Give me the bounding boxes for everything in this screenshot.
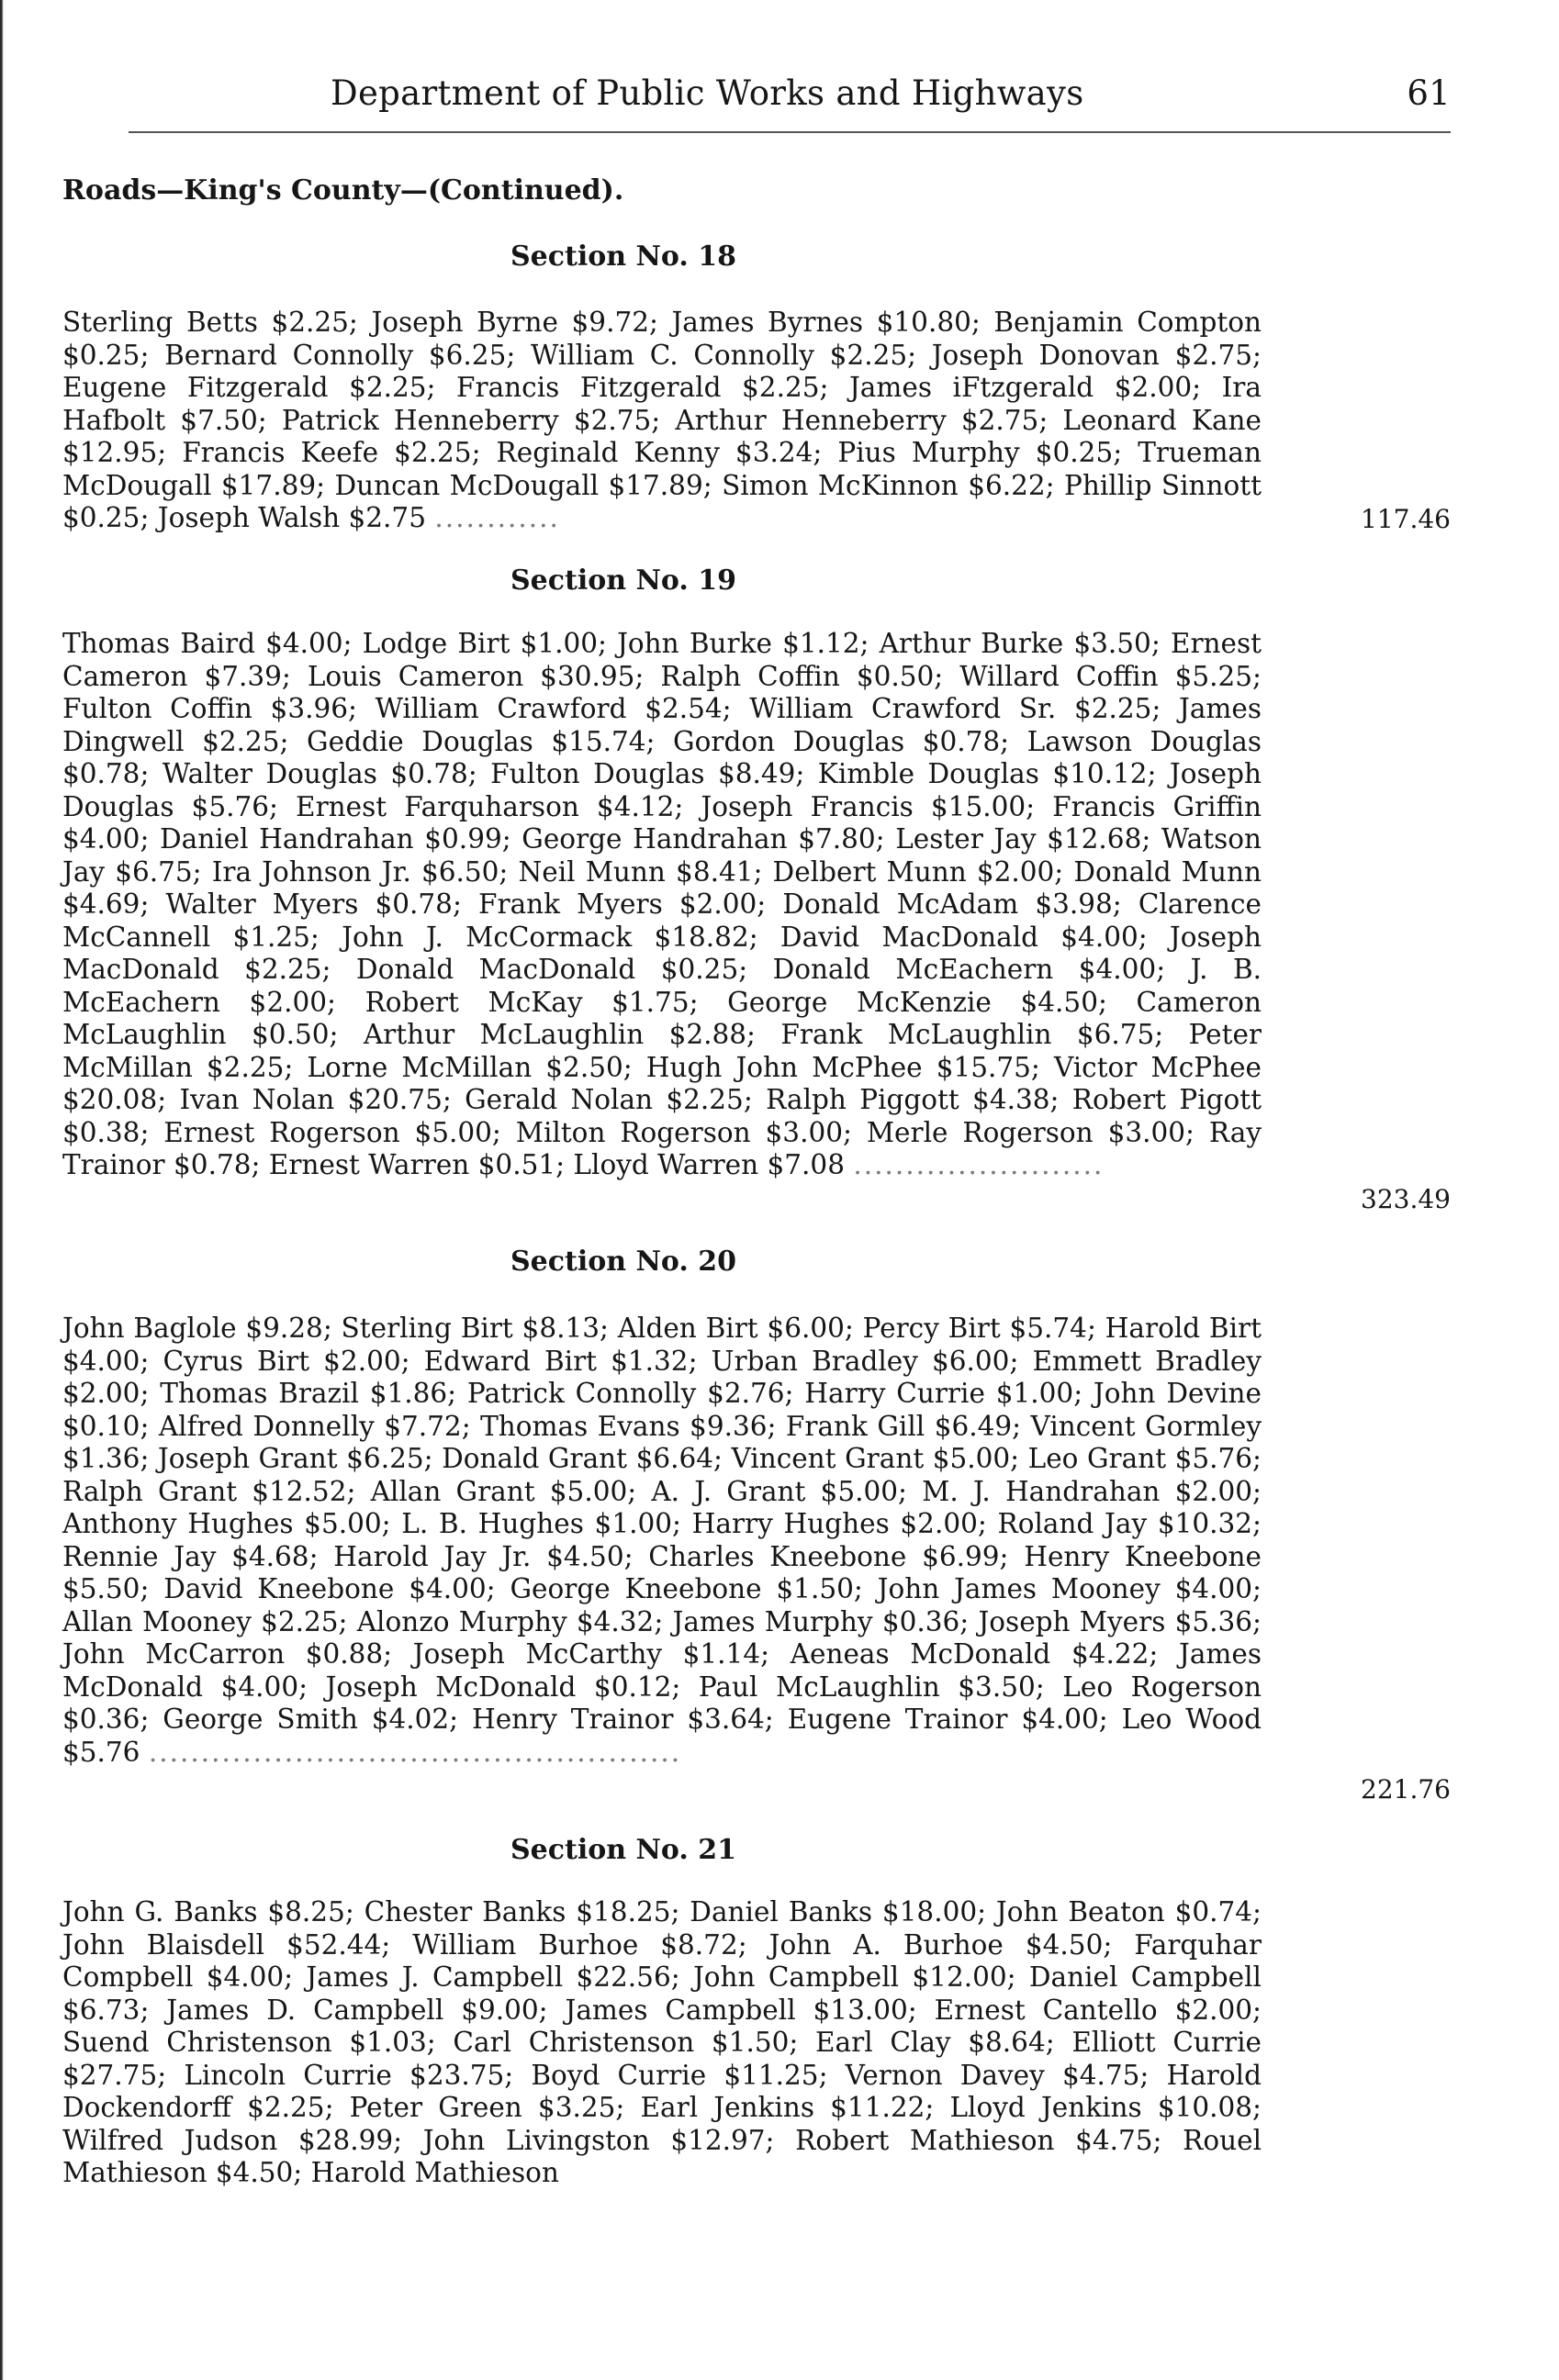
dot-leader: ...................................................: [148, 1736, 682, 1768]
section-entries-text: John Baglole $9.28; Sterling Birt $8.13; Alden Birt $6.00; Percy Birt $5.74; Harold Birt $4.00; Cyrus Birt $2.00; Edward Birt $1.32; Urban Bradley $6.00; Emmett Bradley $2.00; Thomas Brazil $1.86; Patrick Connolly $2.76; Harry Currie $1.00; John Devine $0.10; Alfred Donnelly $7.72; Thomas Evans $9.36; Frank Gill $6.49; Vincent Gormley $1.36; Joseph Grant $6.25; Donald Grant $6.64; Vincent Grant $5.00; Leo Grant $5.76; Ralph Grant $12.52; Allan Grant $5.00; A. J. Grant $5.00; M. J. Handrahan $2.00; Anthony Hughes $5.00; L. B. Hughes $1.00; Harry Hughes $2.00; Roland Jay $10.32; Rennie Jay $4.68; Harold Jay Jr. $4.50; Charles Kneebone $6.99; Henry Kneebone $5.50; David Kneebone $4.00; George Kneebone $1.50; John James Mooney $4.00; Allan Mooney $2.25; Alonzo Murphy $4.32; James Murphy $0.36; Joseph Myers $5.36; John McCarron $0.88; Joseph McCarthy $1.14; Aeneas McDonald $4.22; James McDonald $4.00; Joseph McDonald $0.12; Paul McLaughlin $3.50; Leo Rogerson $0.36; George Smith $4.02; Henry Trainor $3.64; Eugene Trainor $4.00; Leo Wood $5.76: [62, 1313, 1262, 1768]
section-entries-text: Thomas Baird $4.00; Lodge Birt $1.00; John Burke $1.12; Arthur Burke $3.50; Ernest Cameron $7.39; Louis Cameron $30.95; Ralph Coffin $0.50; Willard Coffin $5.25; Fulton Coffin $3.96; William Crawford $2.54; William Crawford Sr. $2.25; James Dingwell $2.25; Geddie Douglas $15.74; Gordon Douglas $0.78; Lawson Douglas $0.78; Walter Douglas $0.78; Fulton Douglas $8.49; Kimble Douglas $10.12; Joseph Douglas $5.76; Ernest Farquharson $4.12; Joseph Francis $15.00; Francis Griffin $4.00; Daniel Handrahan $0.99; George Handrahan $7.80; Lester Jay $12.68; Watson Jay $6.75; Ira Johnson Jr. $6.50; Neil Munn $8.41; Delbert Munn $2.00; Donald Munn $4.69; Walter Myers $0.78; Frank Myers $2.00; Donald McAdam $3.98; Clarence McCannell $1.25; John J. McCormack $18.82; David MacDonald $4.00; Joseph MacDonald $2.25; Donald MacDonald $0.25; Donald McEachern $4.00; J. B. McEachern $2.00; Robert McKay $1.75; George McKenzie $4.50; Cameron McLaughlin $0.50; Arthur McLaughlin $2.88; Frank McLaughlin $6.75; Peter McMillan $2.25; Lorne McMillan $2.50; Hugh John McPhee $15.75; Victor McPhee $20.08; Ivan Nolan $20.75; Gerald Nolan $2.25; Ralph Piggott $4.38; Robert Pigott $0.38; Ernest Rogerson $5.00; Milton Rogerson $3.00; Merle Rogerson $3.00; Ray Trainor $0.78; Ernest Warren $0.51; Lloyd Warren $7.08: [62, 628, 1262, 1180]
section-heading: Section No. 21: [510, 1834, 737, 1866]
dot-leader: ........................: [853, 1149, 1105, 1180]
dot-leader: ............: [434, 502, 560, 533]
page-binding-edge: [0, 0, 4, 2380]
section-heading: Section No. 18: [510, 240, 737, 273]
section-total: 323.49: [1361, 1184, 1451, 1214]
page-header-title: Department of Public Works and Highways: [331, 73, 1084, 113]
section-entries: [62, 628, 1262, 1182]
page-header: [331, 73, 1451, 113]
section-heading: Section No. 19: [510, 564, 737, 597]
section-total: 221.76: [1361, 1774, 1451, 1805]
page-number: 61: [1407, 73, 1451, 113]
section-heading: Section No. 20: [510, 1246, 737, 1278]
running-title: Roads—King's County—(Continued).: [62, 174, 624, 207]
section-entries-text: John G. Banks $8.25; Chester Banks $18.25; Daniel Banks $18.00; John Beaton $0.74; John Blaisdell $52.44; William Burhoe $8.72; John A. Burhoe $4.50; Farquhar Compbell $4.00; James J. Campbell $22.56; John Campbell $12.00; Daniel Campbell $6.73; James D. Campbell $9.00; James Campbell $13.00; Ernest Cantello $2.00; Suend Christenson $1.03; Carl Christenson $1.50; Earl Clay $8.64; Elliott Currie $27.75; Lincoln Currie $23.75; Boyd Currie $11.25; Vernon Davey $4.75; Harold Dockendorff $2.25; Peter Green $3.25; Earl Jenkins $11.22; Lloyd Jenkins $10.08; Wilfred Judson $28.99; John Livingston $12.97; Robert Mathieson $4.75; Rouel Mathieson $4.50; Harold Mathieson: [62, 1896, 1262, 2188]
section-entries: [62, 1313, 1262, 1769]
section-entries: [62, 1896, 1262, 2190]
section-total: 117.46: [1361, 504, 1451, 534]
section-entries: [62, 307, 1262, 535]
header-rule: [129, 131, 1451, 133]
section-entries-text: Sterling Betts $2.25; Joseph Byrne $9.72; James Byrnes $10.80; Benjamin Compton $0.25; Bernard Connolly $6.25; William C. Connolly $2.25; Joseph Donovan $2.75; Eugene Fitzgerald $2.25; Francis Fitzgerald $2.25; James iFtzgerald $2.00; Ira Hafbolt $7.50; Patrick Henneberry $2.75; Arthur Henneberry $2.75; Leonard Kane $12.95; Francis Keefe $2.25; Reginald Kenny $3.24; Pius Murphy $0.25; Trueman McDougall $17.89; Duncan McDougall $17.89; Simon McKinnon $6.22; Phillip Sinnott $0.25; Joseph Walsh $2.75: [62, 307, 1262, 533]
